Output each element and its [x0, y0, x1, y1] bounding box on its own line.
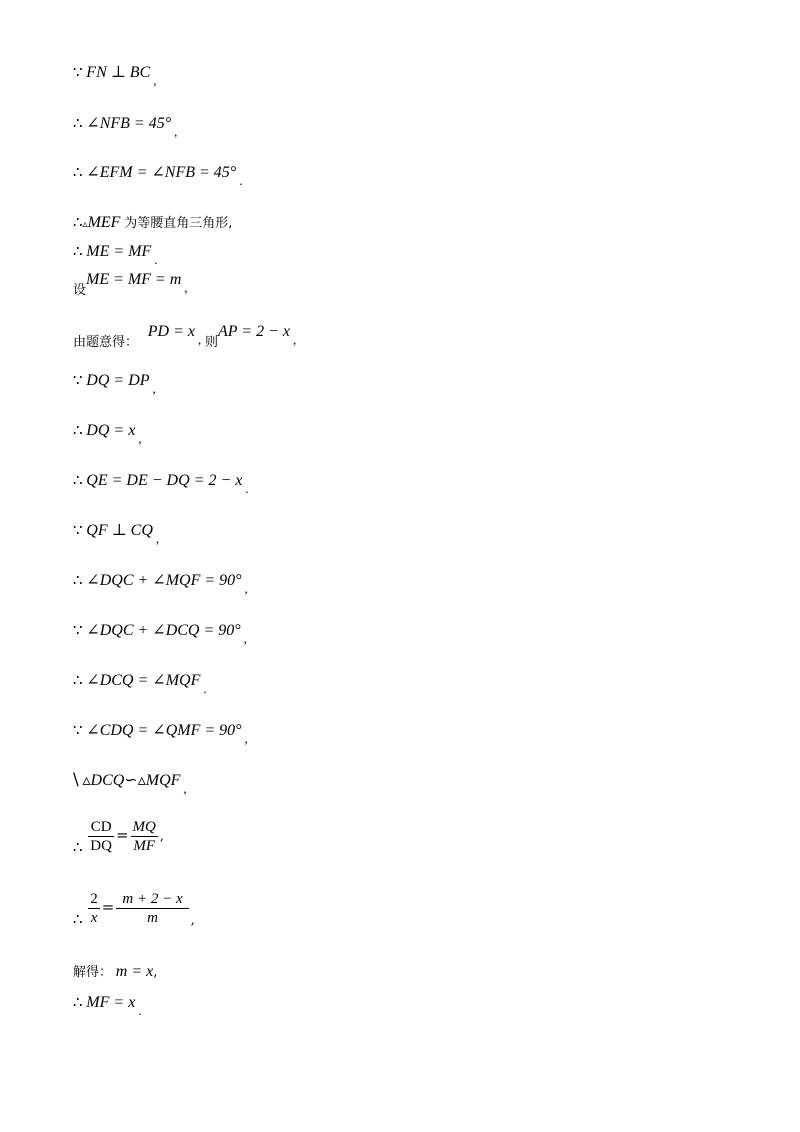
- fraction-left: [88, 818, 114, 855]
- fraction-right: [131, 818, 158, 855]
- math-expression: ∠NFB = 45°: [86, 115, 172, 132]
- line-conclusion: [73, 992, 142, 1018]
- punctuation: ,: [152, 381, 156, 396]
- math-expression: ∠EFM = ∠NFB = 45°: [86, 164, 237, 181]
- line-angle-equal: [73, 670, 207, 696]
- math-expression: ∠DCQ = ∠MQF: [86, 672, 201, 689]
- fraction-right: [116, 890, 188, 927]
- numerator: 2: [90, 891, 98, 907]
- therefore-symbol: ∴: [73, 421, 83, 439]
- line-qf-perp-cq: [73, 520, 160, 546]
- math-expression: DQ = x: [86, 422, 136, 439]
- denominator: DQ: [90, 838, 112, 854]
- chinese-text: 解得：: [73, 965, 113, 980]
- punctuation: ,: [184, 280, 188, 295]
- because-symbol: ∵: [73, 621, 83, 639]
- therefore-symbol: ∴: [73, 471, 83, 489]
- therefore-symbol: ∴: [73, 114, 83, 132]
- math-expression: AP = 2 − x: [218, 323, 290, 340]
- because-symbol: ∵: [73, 63, 83, 81]
- therefore-symbol: ∴: [73, 993, 83, 1011]
- math-expression: ∠DQC + ∠DCQ = 90°: [86, 622, 241, 639]
- denominator: MF: [133, 838, 156, 854]
- math-expression: QE = DE − DQ = 2 − x: [86, 472, 243, 489]
- math-expression: ▵DCQ∽▵MQF: [82, 772, 181, 789]
- line-angle-efm: [73, 162, 243, 188]
- math-expression: ME = MF: [86, 243, 152, 260]
- line-angle-sum-2: [73, 620, 247, 646]
- punctuation: .: [203, 681, 207, 696]
- math-expression: QF ⊥ CQ: [86, 522, 153, 539]
- therefore-symbol: ∴: [73, 213, 83, 231]
- math-expression: ME = MF = m: [86, 271, 182, 288]
- line-proportion-2: [73, 890, 195, 927]
- punctuation: ,: [183, 781, 187, 796]
- punctuation: ,: [244, 581, 248, 596]
- line-angle-nfb: [73, 113, 178, 139]
- backslash-symbol: \: [73, 770, 79, 790]
- punctuation: .: [245, 481, 249, 496]
- math-expression: m = x: [115, 963, 154, 980]
- numerator: CD: [88, 818, 114, 837]
- punctuation: ,: [153, 965, 158, 980]
- therefore-symbol: ∴: [73, 837, 83, 856]
- numerator: MQ: [132, 819, 156, 835]
- punctuation: ,: [243, 631, 247, 646]
- math-expression: PD = x: [147, 323, 195, 340]
- punctuation: .: [239, 173, 243, 188]
- denominator: m: [147, 910, 158, 926]
- fraction-left: [88, 890, 100, 927]
- because-symbol: ∵: [73, 371, 83, 389]
- chinese-text: 则: [205, 335, 219, 350]
- line-dq-equals-x: [73, 420, 142, 446]
- denominator: x: [88, 908, 100, 927]
- line-angle-sum-1: [73, 570, 248, 596]
- math-expression: MEF: [87, 214, 121, 231]
- because-symbol: ∵: [73, 721, 83, 739]
- chinese-text: 为等腰直角三角形,: [124, 216, 233, 231]
- equals-sign: =: [101, 897, 115, 916]
- punctuation: ,: [190, 912, 195, 928]
- line-me-equals-mf: [73, 241, 158, 267]
- math-expression: MF = x: [86, 994, 136, 1011]
- punctuation: ,: [244, 731, 248, 746]
- punctuation: ,: [159, 828, 165, 844]
- line-qe: [73, 470, 249, 496]
- triangle-icon: ▵: [82, 219, 88, 230]
- punctuation: ,: [198, 332, 202, 347]
- because-symbol: ∵: [73, 521, 83, 539]
- math-expression: DQ = DP: [86, 372, 150, 389]
- line-fn-perp-bc: [73, 62, 157, 88]
- line-solution: [73, 962, 157, 983]
- math-expression: ∠DQC + ∠MQF = 90°: [86, 572, 242, 589]
- line-dq-equals-dp: [73, 370, 156, 396]
- numerator: m + 2 − x: [116, 890, 188, 909]
- line-proportion-1: [73, 818, 164, 855]
- punctuation: ,: [174, 124, 178, 139]
- therefore-symbol: ∴: [73, 571, 83, 589]
- therefore-symbol: ∴: [73, 671, 83, 689]
- punctuation: ,: [292, 332, 297, 347]
- line-let-me-mf-m: [73, 271, 188, 301]
- punctuation: ,: [153, 73, 157, 88]
- line-given-pd-ap: [73, 323, 297, 353]
- punctuation: ,: [155, 531, 160, 546]
- line-similar-triangles: [73, 770, 187, 796]
- chinese-text: 由题意得：: [73, 335, 139, 350]
- math-expression: FN ⊥ BC: [86, 64, 151, 81]
- line-right-angles: [73, 720, 248, 746]
- equals-sign: =: [115, 825, 129, 844]
- punctuation: .: [154, 252, 158, 267]
- line-isosceles-right-triangle: [73, 212, 232, 235]
- therefore-symbol: ∴: [73, 909, 83, 928]
- math-expression: ∠CDQ = ∠QMF = 90°: [86, 722, 242, 739]
- therefore-symbol: ∴: [73, 242, 83, 260]
- punctuation: ,: [138, 431, 142, 446]
- chinese-text: 设: [73, 283, 87, 298]
- punctuation: .: [138, 1003, 142, 1018]
- therefore-symbol: ∴: [73, 163, 83, 181]
